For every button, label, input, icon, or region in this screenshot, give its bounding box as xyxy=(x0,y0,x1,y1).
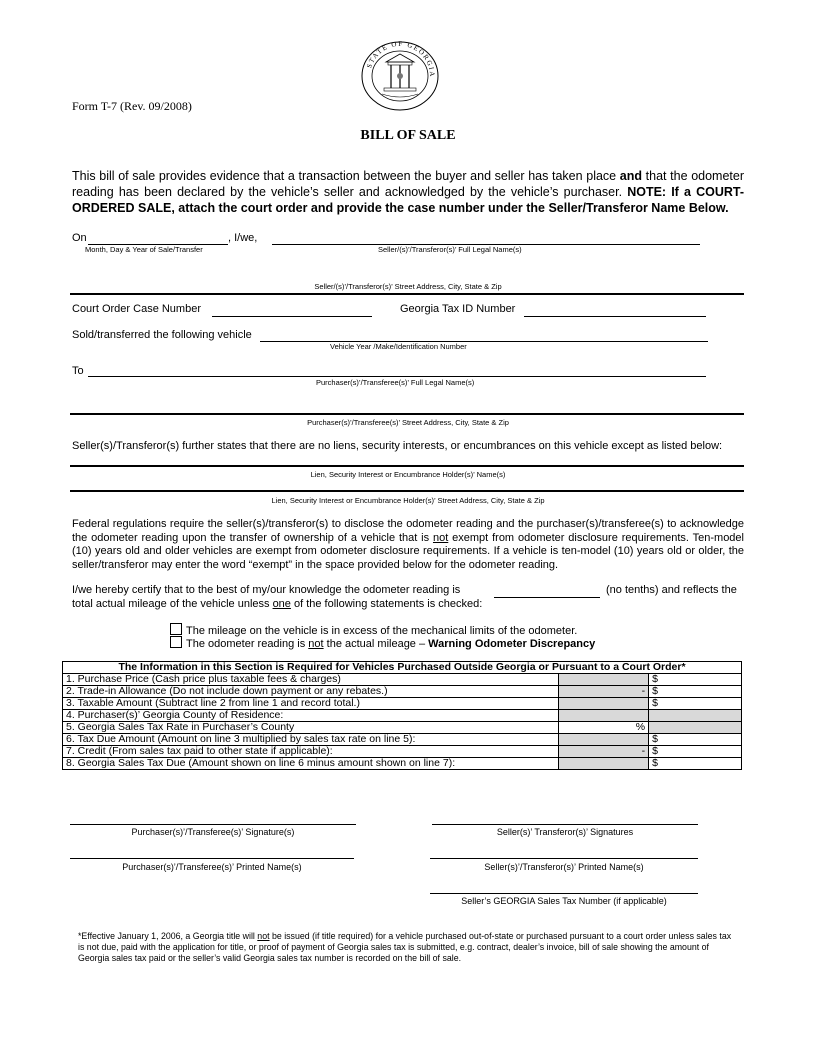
purchaser-printed-caption: Purchaser(s)’/Transferee(s)’ Printed Name(s) xyxy=(122,862,302,872)
seller-address-field[interactable] xyxy=(70,293,744,295)
tax-id-label: Georgia Tax ID Number xyxy=(400,303,516,315)
tax-table-heading: The Information in this Section is Required for Vehicles Purchased Outside Georgia or Pursuant to a Court Order* xyxy=(63,662,742,674)
certify-text-2: (no tenths) and reflects the xyxy=(606,584,737,596)
form-number: Form T-7 (Rev. 09/2008) xyxy=(72,99,192,113)
lien-address-caption: Lien, Security Interest or Encumbrance Holder(s)’ Street Address, City, State & Zip xyxy=(271,496,545,505)
tax-row-total-cell[interactable]: $ xyxy=(649,734,742,746)
tax-row xyxy=(63,674,742,686)
seller-printed-caption: Seller(s)’/Transferor(s)’ Printed Name(s) xyxy=(484,862,644,872)
to-label: To xyxy=(72,365,84,377)
tax-row-total-cell[interactable] xyxy=(649,722,742,734)
certify-text-3: total actual mileage of the vehicle unless one of the following statements is checked: xyxy=(72,598,483,610)
seller-signature-caption: Seller(s)’ Transferor(s)’ Signatures xyxy=(496,827,634,837)
tax-row xyxy=(63,698,742,710)
purchaser-address-caption: Purchaser(s)’/Transferee(s)’ Street Address, City, State & Zip xyxy=(307,418,509,427)
purchaser-printed-field[interactable] xyxy=(70,858,354,859)
mileage-exceeds-option[interactable]: The mileage on the vehicle is in excess of the mechanical limits of the odometer. xyxy=(170,623,577,637)
vehicle-field[interactable] xyxy=(260,327,708,342)
odometer-discrepancy-checkbox[interactable] xyxy=(170,636,182,648)
tax-row-total-cell[interactable] xyxy=(649,710,742,722)
tax-id-field[interactable] xyxy=(524,302,706,317)
tax-row-label: 8. Georgia Sales Tax Due (Amount shown on line 6 minus amount shown on line 7): xyxy=(63,758,559,770)
lien-statement: Seller(s)/Transferor(s) further states that there are no liens, security interests, or encumbrances on this vehicle except as listed below: xyxy=(72,440,723,452)
tax-row-total-cell[interactable]: $ xyxy=(649,698,742,710)
sold-label: Sold/transferred the following vehicle xyxy=(72,329,252,341)
on-label: On xyxy=(72,232,87,244)
seller-name-caption: Seller/(s)’/Transferor(s)’ Full Legal Name(s) xyxy=(378,245,522,254)
tax-row xyxy=(63,686,742,698)
tax-row-label: 2. Trade-in Allowance (Do not include down payment or any rebates.) xyxy=(63,686,559,698)
odometer-discrepancy-option[interactable]: The odometer reading is not the actual mileage – Warning Odometer Discrepancy xyxy=(170,636,595,650)
court-case-field[interactable] xyxy=(212,302,372,317)
intro-paragraph: This bill of sale provides evidence that a transaction between the buyer and seller has taken place and that the odometer reading has been declared by the vehicle’s seller and acknowledged by the vehicle’s purchaser. NOTE: If a COURT-ORDERED SALE, attach the court order and provide the case number under the Seller/Transferor Name Below. xyxy=(72,169,744,215)
tax-row-total-cell[interactable]: $ xyxy=(649,686,742,698)
lien-address-field[interactable] xyxy=(70,490,744,492)
sale-date-field[interactable] xyxy=(88,230,228,245)
sales-tax-table xyxy=(62,661,742,770)
purchaser-name-caption: Purchaser(s)’/Transferee(s)’ Full Legal Name(s) xyxy=(316,378,475,387)
tax-row-amount-cell[interactable] xyxy=(559,734,649,746)
federal-regulations-paragraph: Federal regulations require the seller(s)/transferor(s) to disclose the odometer reading and the purchaser(s)/transferee(s) to acknowledge the odometer reading upon the transfer of ownership of a vehicle that is not exempt from odometer disclosure requirements. Ten-model (10) years old and older vehicles are exempt from odometer disclosure requirements. If a vehicle is ten-model (10) years old or older, the seller/transferor may enter the word “exempt” in the space provided below for the odometer reading. xyxy=(72,518,744,571)
tax-row-amount-cell[interactable] xyxy=(559,674,649,686)
tax-row-amount-cell[interactable]: - xyxy=(559,746,649,758)
page-title: BILL OF SALE xyxy=(360,128,456,143)
seller-name-field[interactable] xyxy=(272,230,700,245)
seal-text: STATE OF GEORGIA xyxy=(365,40,437,79)
tax-row xyxy=(63,722,742,734)
purchaser-signature-caption: Purchaser(s)’/Transferee(s)’ Signature(s) xyxy=(131,827,295,837)
seller-tax-number-field[interactable] xyxy=(430,893,698,894)
tax-row-label: 1. Purchase Price (Cash price plus taxable fees & charges) xyxy=(63,674,559,686)
lien-holder-caption: Lien, Security Interest or Encumbrance Holder(s)’ Name(s) xyxy=(310,470,506,479)
svg-text:STATE OF GEORGIA xyxy=(365,40,436,78)
odometer-reading-field[interactable] xyxy=(494,583,600,598)
purchaser-name-field[interactable] xyxy=(88,362,706,377)
seller-address-caption: Seller/(s)’/Transferor(s)’ Street Address, City, State & Zip xyxy=(314,282,502,291)
tax-row-total-cell[interactable]: $ xyxy=(649,758,742,770)
footnote: *Effective January 1, 2006, a Georgia title will not be issued (if title required) for a vehicle purchased out-of-state or purchased pursuant to a court order unless sales tax is not due, paid with the application for title, or proof of payment of Georgia sales tax is submitted, e.g. contract, dealer’s invoice, bill of sale showing the amount of Georgia sales tax paid or the seller’s valid Georgia sales tax number is recorded on the bill of sale. xyxy=(78,931,732,963)
vehicle-caption: Vehicle Year /Make/Identification Number xyxy=(330,342,467,351)
tax-row-label: 4. Purchaser(s)’ Georgia County of Residence: xyxy=(63,710,559,722)
tax-row xyxy=(63,758,742,770)
tax-row xyxy=(63,746,742,758)
seller-signature-field[interactable] xyxy=(432,824,698,825)
tax-row xyxy=(63,710,742,722)
tax-row-amount-cell[interactable]: - xyxy=(559,686,649,698)
tax-row-amount-cell[interactable] xyxy=(559,698,649,710)
tax-row-amount-cell[interactable] xyxy=(559,758,649,770)
tax-row-label: 7. Credit (From sales tax paid to other state if applicable): xyxy=(63,746,559,758)
tax-row xyxy=(63,734,742,746)
iwe-label: , I/we, xyxy=(228,232,258,244)
tax-row-total-cell[interactable]: $ xyxy=(649,746,742,758)
certify-text-1: I/we hereby certify that to the best of my/our knowledge the odometer reading is xyxy=(72,584,461,596)
date-caption: Month, Day & Year of Sale/Transfer xyxy=(85,245,203,254)
tax-row-label: 6. Tax Due Amount (Amount on line 3 multiplied by sales tax rate on line 5): xyxy=(63,734,559,746)
seller-printed-field[interactable] xyxy=(430,858,698,859)
purchaser-signature-field[interactable] xyxy=(70,824,356,825)
tax-row-total-cell[interactable]: $ xyxy=(649,674,742,686)
tax-row-amount-cell[interactable] xyxy=(559,710,649,722)
court-case-label: Court Order Case Number xyxy=(72,303,201,315)
tax-row-label: 5. Georgia Sales Tax Rate in Purchaser’s County xyxy=(63,722,559,734)
tax-row-amount-cell[interactable]: % xyxy=(559,722,649,734)
purchaser-address-field[interactable] xyxy=(70,413,744,415)
seller-tax-number-caption: Seller’s GEORGIA Sales Tax Number (if applicable) xyxy=(461,896,667,906)
state-seal xyxy=(360,40,440,112)
lien-holder-field[interactable] xyxy=(70,465,744,467)
mileage-exceeds-checkbox[interactable] xyxy=(170,623,182,635)
tax-row-label: 3. Taxable Amount (Subtract line 2 from line 1 and record total.) xyxy=(63,698,559,710)
